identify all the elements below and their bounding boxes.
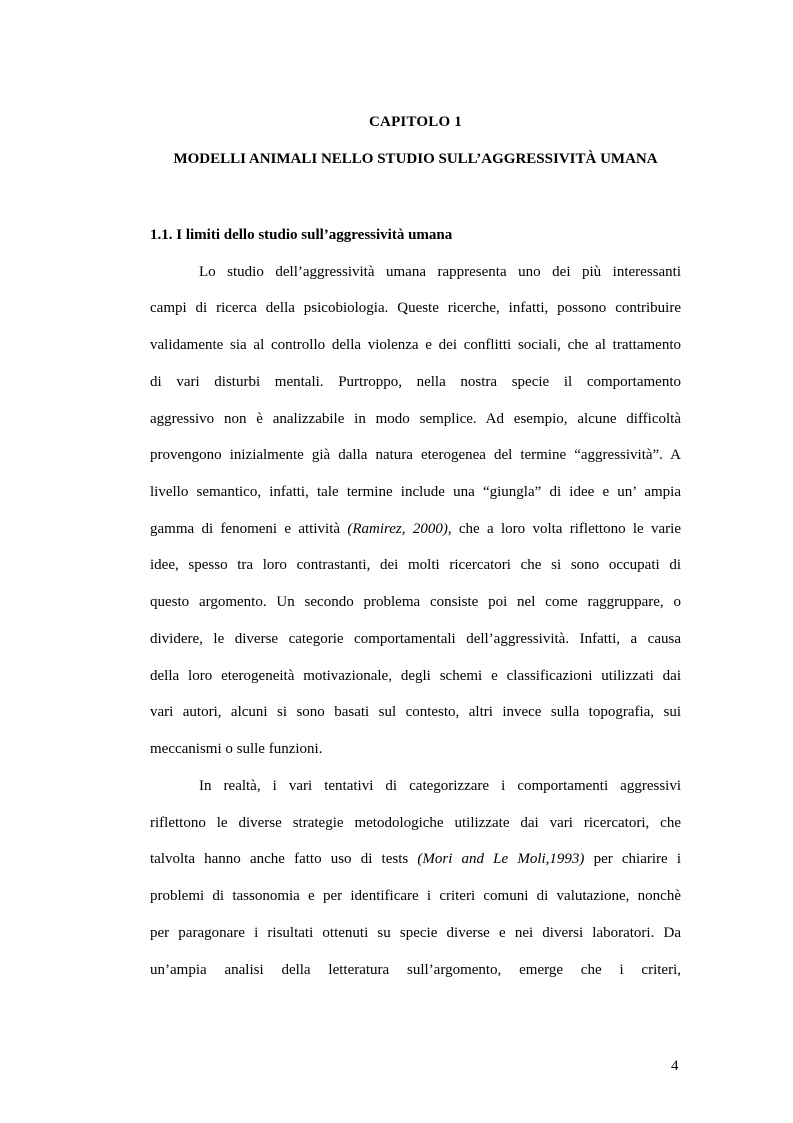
text-line: In realtà, i vari tentativi di categorizzare i comportamenti aggressivi [199,778,681,794]
text-line: livello semantico, infatti, tale termine include una “giungla” di idee e un’ ampia [150,484,681,500]
text-line [150,519,681,539]
text-line: per paragonare i risultati ottenuti su specie diverse e nei diversi laboratori. Da [150,925,681,941]
chapter-title: MODELLI ANIMALI NELLO STUDIO SULL’AGGRESSIVITÀ UMANA [173,151,658,167]
text-line: aggressivo non è analizzabile in modo semplice. Ad esempio, alcune difficoltà [150,411,681,427]
text-line: un’ampia analisi della letteratura sull’argomento, emerge che i criteri, [150,962,681,978]
text-line: della loro eterogeneità motivazionale, degli schemi e classificazioni utilizzati dai [150,668,681,684]
page-number: 4 [671,1058,679,1074]
text-line: campi di ricerca della psicobiologia. Queste ricerche, infatti, possono contribuire [150,300,681,316]
section-heading: 1.1. I limiti dello studio sull’aggressività umana [150,227,453,243]
citation: (Mori and Le Moli,1993) [417,851,585,867]
text-line: riflettono le diverse strategie metodologiche utilizzate dai vari ricercatori, che [150,815,681,831]
text-line: Lo studio dell’aggressività umana rappresenta uno dei più interessanti [199,264,681,280]
text-line: validamente sia al controllo della violenza e dei conflitti sociali, che al trattamento [150,337,681,353]
text-span: talvolta hanno anche fatto uso di tests [150,851,418,867]
text-line: di vari disturbi mentali. Purtroppo, nella nostra specie il comportamento [150,374,681,390]
text-line: questo argomento. Un secondo problema consiste poi nel come raggruppare, o [150,594,681,610]
text-span: , che a loro volta riflettono le varie [447,521,681,537]
text-span: gamma di fenomeni e attività [150,521,348,537]
text-line: idee, spesso tra loro contrastanti, dei molti ricercatori che si sono occupati di [150,557,681,573]
text-line: meccanismi o sulle funzioni. [150,741,323,757]
text-line: dividere, le diverse categorie comportamentali dell’aggressività. Infatti, a causa [150,631,681,647]
citation: (Ramirez, 2000) [347,521,448,537]
text-span: per chiarire i [584,851,682,867]
text-line: problemi di tassonomia e per identificare i criteri comuni di valutazione, nonchè [150,888,681,904]
chapter-label: CAPITOLO 1 [369,114,462,130]
text-line: vari autori, alcuni si sono basati sul contesto, altri invece sulla topografia, sui [150,704,681,720]
text-line [150,849,681,869]
text-line: provengono inizialmente già dalla natura eterogenea del termine “aggressività”. A [150,447,681,463]
